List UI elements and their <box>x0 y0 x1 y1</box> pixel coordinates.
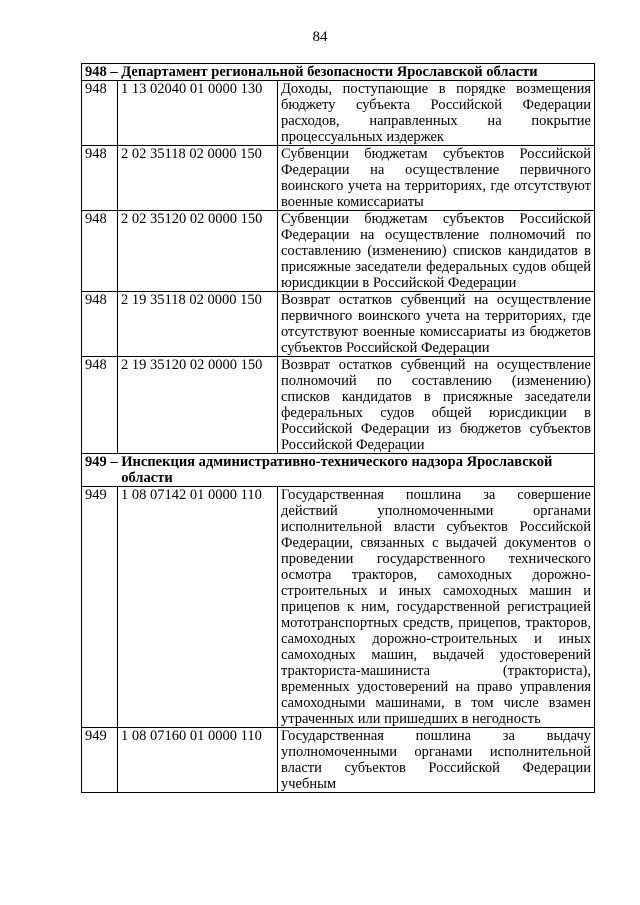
table-row <box>82 146 595 211</box>
revenue-description: Доходы, поступающие в порядке возмещения бюджету субъекта Российской Федерации расходов, направленных на покрытие процессуальных издержек <box>278 81 595 146</box>
section-header <box>82 454 595 487</box>
revenue-description: Возврат остатков субвенций на осуществление полномочий по составлению (изменению) списков кандидатов в присяжные заседатели федеральных судов общей юрисдикции в Российской Федерации из бюджетов субъектов Российской Федерации <box>278 357 595 454</box>
revenue-description: Государственная пошлина за совершение действий уполномоченными органами исполнительной власти субъектов Российской Федерации, связанных с выдачей документов о проведении государственного технического осмотра тракторов, самоходных дорожно-строительных и иных самоходных машин и прицепов к ним, государственной регистрацией мототранспортных средств, прицепов, тракторов, самоходных дорожно-строительных и иных самоходных машин, выдачей удостоверений тракториста-машиниста (тракториста), временных удостоверений на право управления самоходными машинами, в том числе взамен утраченных или пришедших в негодность <box>278 487 595 728</box>
admin-code: 948 <box>82 81 118 146</box>
table-row <box>82 728 595 793</box>
admin-code: 948 <box>82 146 118 211</box>
admin-code: 948 <box>82 211 118 292</box>
revenue-code: 2 19 35118 02 0000 150 <box>118 292 278 357</box>
admin-code: 949 <box>82 487 118 728</box>
section-header-row <box>82 454 595 487</box>
section-header <box>82 64 595 81</box>
revenue-code: 1 13 02040 01 0000 130 <box>118 81 278 146</box>
section-title: Инспекция административно-технического надзора Ярославской области <box>121 454 553 486</box>
revenue-description: Субвенции бюджетам субъектов Российской Федерации на осуществление полномочий по составлению (изменению) списков кандидатов в присяжные заседатели федеральных судов общей юрисдикции в Российской Федерации <box>278 211 595 292</box>
admin-code: 949 <box>82 728 118 793</box>
table-row <box>82 81 595 146</box>
revenue-code: 2 19 35120 02 0000 150 <box>118 357 278 454</box>
admin-code: 948 <box>82 357 118 454</box>
revenue-description: Субвенции бюджетам субъектов Российской Федерации на осуществление первичного воинского учета на территориях, где отсутствуют военные комиссариаты <box>278 146 595 211</box>
revenue-code: 1 08 07160 01 0000 110 <box>118 728 278 793</box>
revenue-code: 2 02 35120 02 0000 150 <box>118 211 278 292</box>
section-number: 948 – <box>85 64 118 80</box>
section-title: Департамент региональной безопасности Ярославской области <box>121 64 538 80</box>
revenue-description: Государственная пошлина за выдачу уполномоченными органами исполнительной власти субъектов Российской Федерации учебным <box>278 728 595 793</box>
revenue-classification-table <box>81 63 595 793</box>
table-row <box>82 487 595 728</box>
page-number: 84 <box>312 29 328 45</box>
admin-code: 948 <box>82 292 118 357</box>
table-row <box>82 211 595 292</box>
revenue-code: 1 08 07142 01 0000 110 <box>118 487 278 728</box>
table-row <box>82 292 595 357</box>
section-header-row <box>82 64 595 81</box>
table-row <box>82 357 595 454</box>
revenue-code: 2 02 35118 02 0000 150 <box>118 146 278 211</box>
section-number: 949 – <box>85 454 118 470</box>
revenue-description: Возврат остатков субвенций на осуществление первичного воинского учета на территориях, где отсутствуют военные комиссариаты из бюджетов субъектов Российской Федерации <box>278 292 595 357</box>
